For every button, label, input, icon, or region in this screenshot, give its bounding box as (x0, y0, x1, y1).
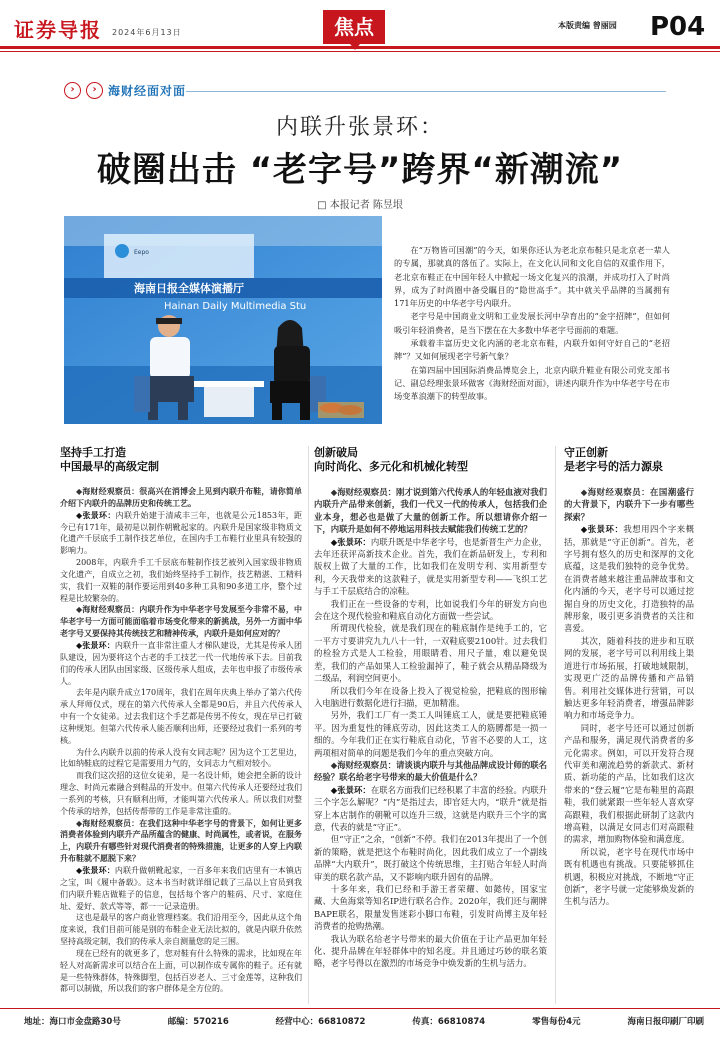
column-2 (314, 446, 547, 970)
footer-fax: 传真：66810874 (412, 1017, 486, 1027)
paragraph-text: 内联升一直非常注重人才梯队建设，尤其是传承人团队建设，因为要将这个古老的手工技艺一代一代地传承下去。目前我们的传承人团队由国家级、区级传承人组成，去年也申报了市级传承人。 (60, 640, 303, 686)
paragraph-text: 内联升既是中华老字号，也是新晋生产力企业，去年还获评高新技术企业。首先，我们在新品研发上，专利和版权上做了大量的工作，比如我们在发明专利、实用新型专利，今天我带来的这款鞋子，就是实用新型专利——飞织工艺与手工千层底结合的凉鞋。 (314, 536, 547, 597)
body-paragraph (314, 883, 547, 933)
svg-text:海南日报全媒体演播厅: 海南日报全媒体演播厅 (134, 282, 244, 295)
speaker-label: ◆张景环： (330, 784, 371, 795)
body-paragraph (60, 912, 302, 948)
kicker-label: 海财经面对面 (108, 84, 187, 98)
article-title: 破圈出击 “老字号”跨界“新潮流” (96, 150, 624, 190)
interview-answer (60, 640, 302, 687)
header-rule (0, 46, 720, 49)
speaker-label: ◆海财经观察员： (76, 817, 140, 828)
paragraph-text: 很高兴在消博会上见到内联升布鞋，请你简单介绍下内联升的品牌历史和传统工艺。 (60, 486, 302, 508)
paragraph-text: 所以我们今年在设备上投入了视觉检验，把鞋底的图形输入电脑进行数据化进行扫描，更加精准。 (314, 685, 547, 708)
interview-photo (64, 216, 382, 424)
body-paragraph (314, 685, 547, 710)
byline: □ 本报记者 陈昱垠 (317, 200, 403, 211)
paragraph-text: 所谓现代检验，就是我们现在的鞋底制作是纯手工的，它一平方寸要讲究九九八十一针，一双鞋底要2100针。过去我们的检验方式是人工检验，用眼睛看、用尺子量，难以避免误差，我们的产品如果人工检验漏掉了，鞋子就会从精品降级为二级品，利润空间更小。 (314, 623, 547, 684)
speaker-label: ◆海财经观察员： (580, 487, 651, 497)
paragraph-text: 所以说，老字号在现代市场中既有机遇也有挑战。只要能够抓住机遇，积极应对挑战，不断地“守正创新”，老字号就一定能够焕发新的生机与活力。 (564, 846, 694, 907)
paragraph-text: 而我们这次招的这位女徒弟，是一名设计师，她会把全新的设计理念、时尚元素融合到鞋品的开发中。但第六代传承人还要经过我们一系列的考核，只有顺利出师，才能叫第六代传承人。所以我们对整个传承的培养，包括传帮带的工作是非常注重的。 (60, 771, 302, 816)
newspaper-brand: 证券导报 (14, 18, 102, 42)
paragraph-text: 其次，随着科技的进步和互联网的发展，老字号可以利用线上渠道进行市场拓展，打破地域限制，实现更广泛的品牌传播和产品销售。利用社交媒体进行营销，可以触达更多年轻消费者，增强品牌影响力和市场竞争力。 (564, 635, 694, 721)
paragraph-text: 请谈谈内联升与其他品牌成设计师的联名经验？联名给老字号带来的最大价值是什么？ (314, 759, 547, 783)
svg-text:Eepo: Eepo (134, 249, 149, 256)
paragraph-text: 刚才说到第六代传承人的年轻血液对我们内联升产品带来创新，我们一代又一代的传承人，包括我们企业本身，想必也是做了大量的创新工作。所以想请你介绍一下，内联升是如何不停地运用科技去赋能我们传统工艺的？ (314, 487, 547, 535)
interview-question (60, 818, 302, 865)
svg-text:Hainan Daily Multimedia Stu: Hainan Daily Multimedia Stu (164, 301, 307, 312)
heading-line: 是老字号的活力源泉 (564, 460, 663, 473)
footer (24, 1015, 704, 1027)
lead-paragraph: 承载着丰富历史文化内涵的老北京布鞋，内联升如何守好自己的“老招牌”？又如何展现老字号新气象？ (394, 338, 670, 362)
body-paragraph (60, 948, 302, 995)
body-paragraph (60, 747, 302, 771)
body-paragraph (564, 635, 694, 722)
heading-line: 守正创新 (564, 446, 608, 459)
speaker-label: ◆张景环： (330, 536, 371, 547)
speaker-label: ◆海财经观察员： (76, 604, 140, 615)
footer-printer: 海南日报印刷厂印刷 (627, 1017, 704, 1027)
kicker-rule (186, 91, 666, 92)
body-paragraph (314, 598, 547, 623)
column-3 (564, 446, 694, 908)
paragraph-text: 在我们这种中华老字号的背景下，如何让更多消费者体验到内联升产品所蕴含的健康、时尚属性，或者说，在服务上，内联升有哪些针对现代消费者的特殊措施，让更多的人穿上内联升布鞋就不愿脱下来？ (60, 817, 302, 864)
speaker-label: ◆海财经观察员： (330, 487, 396, 497)
column-heading (60, 446, 302, 474)
lead-paragraph: 在“万物皆可国潮”的今天，如果你还认为老北京布鞋只是北京老一辈人的专属，那就真的落伍了。实际上，在文化认同和文化自信的双重作用下，老北京布鞋正在中国年轻人中掀起一场文化复兴的浪潮，并成功打入了时尚界，成为了时尚圈中备受瞩目的“隐世高手”。其中就关乎品牌的当属拥有171年历史的中华老字号内联升。 (394, 245, 670, 309)
body-paragraph (60, 557, 302, 604)
interview-question (314, 759, 547, 784)
chevron-right-icon: › (64, 82, 81, 99)
column-divider (308, 446, 309, 1004)
footer-address: 地址：海口市金盘路30号 (24, 1017, 121, 1027)
heading-line: 中国最早的高级定制 (60, 460, 159, 473)
article-lead (394, 244, 670, 404)
column-divider (555, 446, 556, 1004)
interview-question (60, 604, 302, 640)
footer-phone: 经营中心：66810872 (275, 1017, 366, 1027)
speaker-label: ◆海财经观察员： (330, 759, 396, 770)
interview-answer (314, 536, 547, 598)
body-paragraph (314, 622, 547, 684)
lead-paragraph: 在第四届中国国际消费品博览会上，北京内联升鞋业有限公司党支部书记、副总经理张景环做客《海财经面对面》，讲述内联升作为中华老字号在市场变革浪潮下的转型故事。 (394, 364, 670, 402)
body-paragraph (60, 770, 302, 817)
speaker-label: ◆张景环： (76, 639, 115, 650)
paragraph-text: 内联升作为中华老字号发展至今非常不易，中华老字号一方面可能面临着市场变化带来的新挑战，另外一方面中华老字号又要保持其传统技艺和精神传承，内联升是如何应对的？ (60, 604, 302, 639)
column-heading (314, 446, 547, 474)
lead-paragraph: 老字号是中国商业文明和工业发展长河中孕育出的“金字招牌”，但如何吸引年轻消费者，是当下摆在在大多数中华老字号面前的难题。 (394, 311, 670, 335)
paragraph-text: 为什么内联升以前的传承人没有女同志呢？因为这个工艺里边，比如纳鞋底的过程它是需要用力气的，女同志力气相对较小。 (60, 747, 302, 769)
paragraph-text: 另外，我们工厂有一类工人叫锤底工人，就是要把鞋底锤平。因为重复性的锤底劳动，因此这类工人的筋膊都是一损一细的。今年我们正在实行鞋底自动化，节省不必要的人工，这两项相对简单的问题是我们今年的重点突破方向。 (314, 710, 547, 758)
column-heading (564, 446, 694, 474)
page-editor: 本版责编 曾丽园 (558, 21, 617, 30)
paragraph-text: 内联升做朝靴起家，一百多年来我们店里有一本镇店之宝，叫《履中备载》。这本书当时就详细记载了三品以上官员到我们内联升鞋店做鞋子的信息，包括每个客户的鞋码、尺寸、家庭住址、爱好、款式等等，都一一记录造册。 (60, 866, 303, 911)
speaker-label: ◆张景环： (76, 865, 115, 875)
speaker-label: ◆张景环： (76, 509, 116, 520)
interview-answer (314, 784, 547, 834)
host-figure (150, 337, 190, 379)
footer-rule (0, 1008, 720, 1009)
body-paragraph (564, 846, 694, 908)
issue-date: 2024年6月13日 (112, 28, 182, 37)
interview-answer (564, 523, 694, 635)
paragraph-text: 2008年，内联升手工千层底布鞋制作技艺被列入国家级非物质文化遗产，自成立之初，我们始终坚持手工制作，技艺精湛、工精料实，我们一双鞋的制作要运用到40多种工具和90多道工序，整个过程是比较繁杂的。 (60, 558, 302, 603)
paragraph-text: 去年是内联升成立170周年，我们在周年庆典上举办了第六代传承人拜师仪式，现在的第六代传承人全都是90后，并且六代传承人中有一个女徒弟。过去我们这个手艺都是传男不传女，现在早已打破这种规矩。但第六代传承人能否顺利出师，还要经过我们一系列的考核。 (60, 688, 302, 745)
paragraph-text: 这也是最早的客户商业管理档案。我们沿用至今，因此从这个角度来说，我们目前可能是别的布鞋企业无法比拟的，就是内联升依然坚持高级定制，我们的传承人亲自测量您的足三围。 (60, 913, 302, 947)
footer-postcode: 邮编：570216 (167, 1017, 229, 1027)
body-paragraph (60, 687, 302, 746)
paragraph-text: 在国潮盛行的大背景下，内联升下一步有哪些探索？ (564, 487, 694, 522)
interview-answer (60, 865, 302, 912)
guest-figure (274, 346, 310, 384)
speaker-label: ◆海财经观察员： (76, 486, 140, 496)
body-paragraph (314, 709, 547, 759)
interview-question (314, 486, 547, 536)
paragraph-text: 我想用四个字来概括，那就是“守正创新”。首先，老字号拥有悠久的历史和深厚的文化底蕴，这是我们独特的竞争优势。在消费者越来越注重品牌故事和文化内涵的今天，老字号可以通过挖掘自身的历史文化，打造独特的品牌形象，吸引更多消费者的关注和喜爱。 (564, 524, 694, 634)
paragraph-text: 内联升始建于清咸丰三年，也就是公元1853年，距今已有171年，最初是以制作朝靴起家的。内联升是国家级非物质文化遗产千层底手工制作技艺单位，在国内手工布鞋行业里具有较强的影响力。 (60, 510, 303, 556)
section-badge: 焦点 (323, 10, 385, 44)
heading-line: 向时尚化、多元化和机械化转型 (314, 460, 468, 473)
heading-line: 创新破局 (314, 446, 358, 459)
column-1 (60, 446, 302, 995)
footer-price: 零售每份4元 (532, 1017, 581, 1027)
heading-line: 坚持手工打造 (60, 446, 126, 459)
body-paragraph (314, 933, 547, 970)
paragraph-text: 我们正在一些设备的专利，比如说我们今年的研发方向也会在这个现代检验和鞋底自动化方面做一些尝试。 (314, 598, 547, 622)
body-paragraph (314, 833, 547, 883)
chevron-right-icon: › (86, 82, 103, 99)
header-rule-thin (0, 51, 720, 52)
column-kicker (64, 82, 186, 99)
paragraph-text: 同时，老字号还可以通过创新产品和服务，满足现代消费者的多元化需求。例如，可以开发符合现代审美和潮流趋势的新款式、新材质、新功能的产品，比如我们这次带来的“登云履”它是布鞋里的高跟鞋，我们就紧跟一些年轻人喜欢穿高跟鞋，我们根据此研制了这款内增高鞋，以满足女同志们对高跟鞋的需求，增加购物体验和满意度。 (564, 722, 694, 845)
paragraph-text: 但“守正”之余，“创新”不停。我们在2013年提出了一个创新的策略，就是把这个布鞋时尚化，因此我们成立了一个副线品牌“大内联升”，既打破这个传统思维，主打贴合年轻人时尚审美的联名款产品，又不影响内联升固有的品牌。 (314, 834, 547, 882)
studio-scene (64, 216, 382, 424)
speaker-label: ◆张景环： (580, 524, 624, 535)
paragraph-text: 十多年来，我们已经和手游王者荣耀、如懿传，国家宝藏、大鱼海棠等知名IP进行联名合作。2020年，我们还与潮牌BAPE联名，限量发售迷彩小脚口布鞋，引发时尚博主及年轻消费者的抢购热潮。 (314, 884, 547, 932)
article-subtitle: 内联升张景环： (275, 115, 444, 140)
body-paragraph (564, 722, 694, 846)
paragraph-text: 我认为联名给老字号带来的最大价值在于让产品更加年轻化、提升品牌在年轻群体中的知名度。并且通过巧妙的联名策略，老字号得以在激烈的市场竞争中焕发新的生机与活力。 (314, 933, 547, 969)
paragraph-text: 现在已经有的就更多了，您对鞋有什么特殊的需求，比如现在年轻人对高新需求可以结合在上面，可以制作成专属你的鞋子。还有就是一些特殊群体，特殊脚型，包括百岁老人、三寸金莲等，这种我们都可以制做，所以我们的客户群体是全方位的。 (60, 948, 302, 994)
page-number: P04 (650, 12, 706, 42)
interview-question (60, 486, 302, 510)
paragraph-text: 在联名方面我们已经积累了丰富的经验。内联升三个字怎么解呢？“内”是指过去，即官廷大内，“联升”就是指穿上本店制作的朝靴可以连升三级，这就是内联升三个字的寓意，代表的就是“守正”。 (314, 784, 547, 832)
interview-answer (60, 510, 302, 557)
interview-question (564, 486, 694, 523)
